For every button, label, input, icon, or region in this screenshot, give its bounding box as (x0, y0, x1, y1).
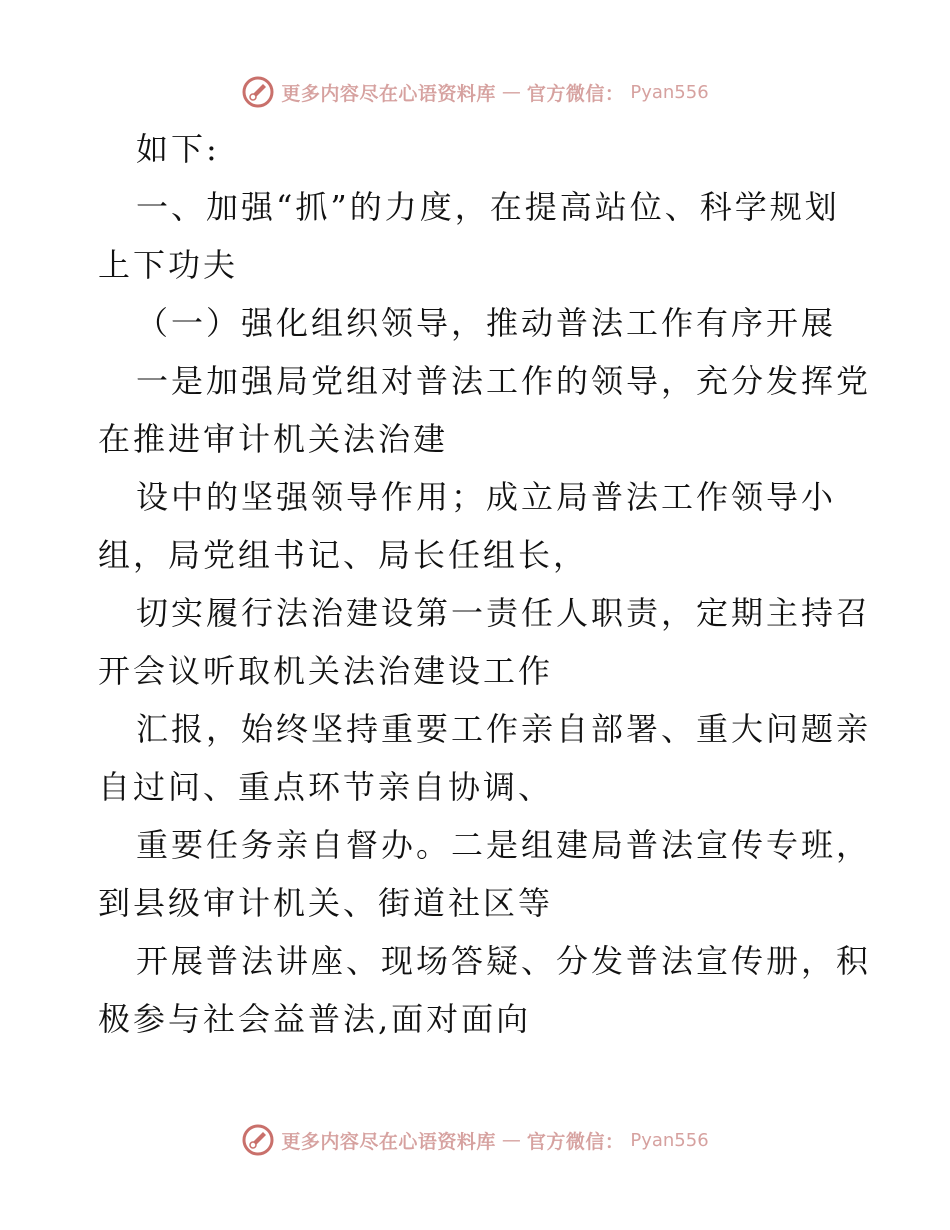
header-banner (0, 72, 950, 112)
footer-contact-id: Pyan556 (630, 1129, 709, 1151)
document-line: 在推进审计机关法治建 (98, 420, 449, 458)
document-line: 开会议听取机关法治建设工作 (98, 652, 554, 690)
header-contact-id: Pyan556 (630, 81, 709, 103)
document-line: 汇报，始终坚持重要工作亲自部署、重大问题亲 (136, 710, 872, 748)
footer-separator: — (501, 1129, 521, 1151)
header-brand-text: 更多内容尽在心语资料库 (281, 82, 496, 105)
document-line: 上下功夫 (98, 246, 239, 284)
footer-banner (0, 1120, 950, 1160)
document-line: 自过问、重点环节亲自协调、 (98, 768, 554, 806)
document-line: 如下: (136, 130, 220, 168)
document-line: 极参与社会益普法,面对面向 (98, 1000, 532, 1038)
document-line: 设中的坚强领导作用；成立局普法工作领导小 (136, 478, 837, 516)
header-contact-label: 官方微信： (526, 82, 625, 105)
document-body (98, 120, 872, 1048)
brand-logo-icon (241, 1123, 275, 1157)
document-line: 一是加强局党组对普法工作的领导，充分发挥党 (136, 362, 872, 400)
document-line: （一）强化组织领导，推动普法工作有序开展 (136, 304, 837, 342)
document-line: 切实履行法治建设第一责任人职责，定期主持召 (136, 594, 872, 632)
document-line: 到县级审计机关、街道社区等 (98, 884, 554, 922)
header-separator: — (501, 81, 521, 103)
footer-contact-label: 官方微信： (526, 1130, 625, 1153)
document-line: 组，局党组书记、局长任组长， (98, 536, 589, 574)
document-line: 一、加强“抓”的力度，在提高站位、科学规划 (136, 188, 840, 226)
brand-logo-icon (241, 75, 275, 109)
document-line: 开展普法讲座、现场答疑、分发普法宣传册，积 (136, 942, 872, 980)
document-line: 重要任务亲自督办。二是组建局普法宣传专班， (136, 826, 872, 864)
footer-brand-text: 更多内容尽在心语资料库 (281, 1130, 496, 1153)
